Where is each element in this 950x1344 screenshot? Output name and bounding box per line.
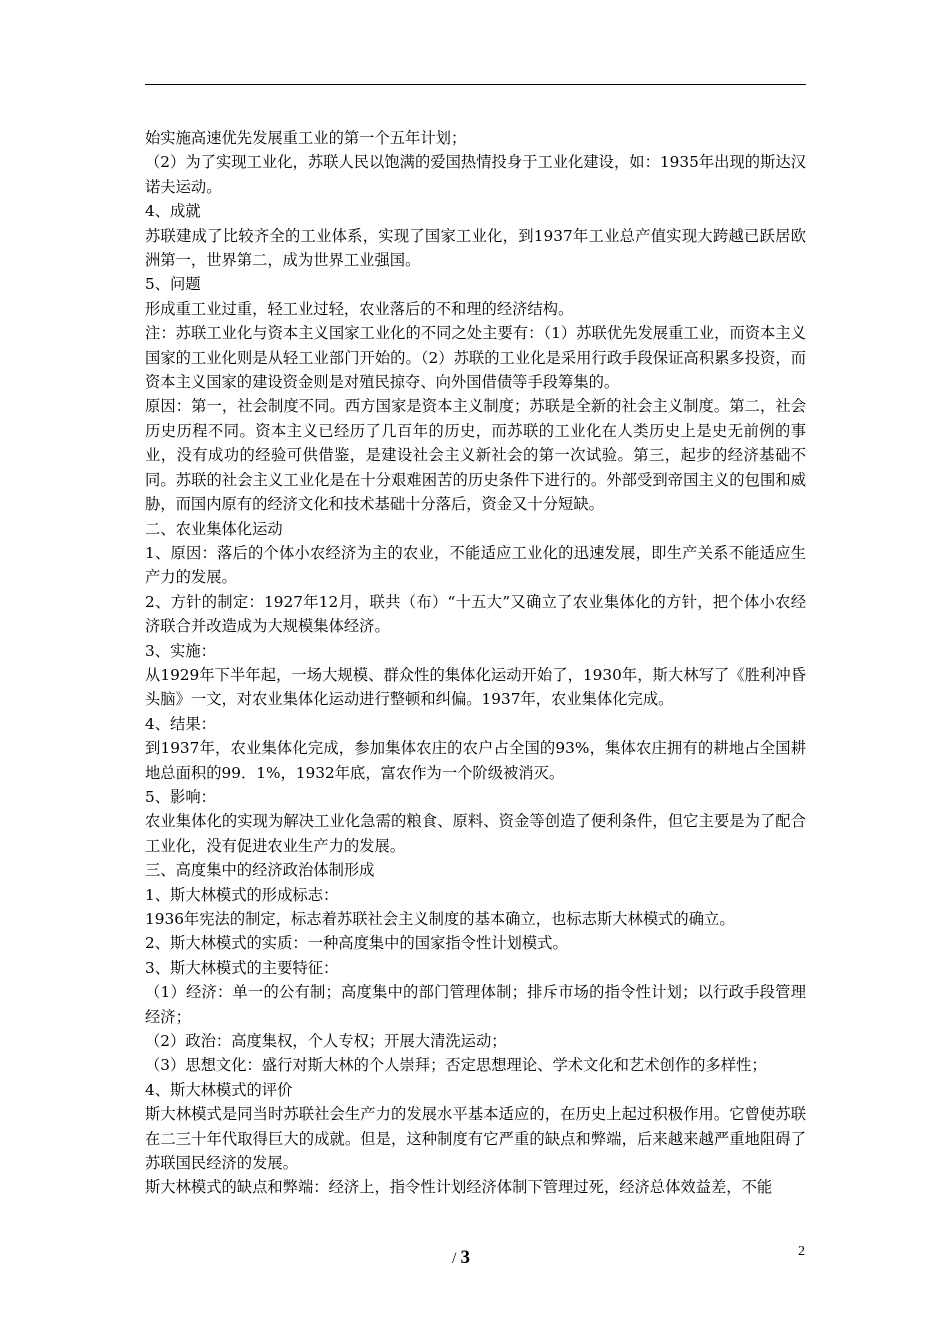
- paragraph: 始实施高速优先发展重工业的第一个五年计划；: [145, 129, 467, 147]
- paragraph: 斯大林模式是同当时苏联社会生产力的发展水平基本适应的，在历史上起过积极作用。它曾使苏联在二三十年代取得巨大的成就。但是，这种制度有它严重的缺点和弊端，后来越来越严重地阻碍了苏联国民经济的发展。: [145, 1105, 806, 1173]
- paragraph: 注：苏联工业化与资本主义国家工业化的不同之处主要有：（1）苏联优先发展重工业，而资本主义国家的工业化则是从轻工业部门开始的。（2）苏联的工业化是采用行政手段保证高积累多投资，而资本主义国家的建设资金则是对殖民掠夺、向外国借债等手段筹集的。: [145, 324, 806, 392]
- section-heading: 4、结果：: [145, 714, 216, 733]
- paragraph: 2、方针的制定：1927年12月，联共（布）“十五大”又确立了农业集体化的方针，把个体小农经济联合并改造成为大规模集体经济。: [145, 592, 806, 636]
- document-body: [145, 126, 806, 1200]
- total-pages: 3: [460, 1247, 470, 1268]
- paragraph: 从1929年下半年起，一场大规模、群众性的集体化运动开始了，1930年，斯大林写了《胜利冲昏头脑》一文，对农业集体化运动进行整顿和纠偏。1937年，农业集体化完成。: [145, 665, 806, 709]
- paragraph: （2）为了实现工业化，苏联人民以饱满的爱国热情投身于工业化建设，如：1935年出现的斯达汉诺夫运动。: [145, 153, 806, 196]
- paragraph: 2、斯大林模式的实质：一种高度集中的国家指令性计划模式。: [145, 934, 568, 953]
- paragraph: （1）经济：单一的公有制；高度集中的部门管理体制；排斥市场的指令性计划；以行政手段管理经济；: [145, 983, 806, 1026]
- page-slash: /: [452, 1250, 461, 1267]
- section-heading: 三、高度集中的经济政治体制形成: [145, 861, 375, 880]
- section-heading: 1、斯大林模式的形成标志：: [145, 885, 339, 904]
- section-heading: 5、问题: [145, 275, 201, 294]
- paragraph: 1、原因：落后的个体小农经济为主的农业，不能适应工业化的迅速发展，即生产关系不能适应生产力的发展。: [145, 543, 806, 587]
- section-heading: 3、实施：: [145, 641, 216, 660]
- paragraph: 1936年宪法的制定，标志着苏联社会主义制度的基本确立，也标志斯大林模式的确立。: [145, 910, 735, 928]
- section-heading: 4、斯大林模式的评价: [145, 1080, 293, 1099]
- paragraph: 到1937年，农业集体化完成，参加集体农庄的农户占全国的93%，集体农庄拥有的耕地占全国耕地总面积的99．1%，1932年底，富农作为一个阶级被消灭。: [145, 739, 806, 782]
- paragraph: （3）思想文化：盛行对斯大林的个人崇拜；否定思想理论、学术文化和艺术创作的多样性；: [145, 1056, 767, 1075]
- paragraph: （2）政治：高度集权，个人专权；开展大清洗运动；: [145, 1032, 507, 1051]
- paragraph: 原因：第一，社会制度不同。西方国家是资本主义制度；苏联是全新的社会主义制度。第二，社会历史历程不同。资本主义已经历了几百年的历史，而苏联的工业化在人类历史上是史无前例的事业，没有成功的经验可供借鉴，是建设社会主义新社会的第一次试验。第三，起步的经济基础不同。苏联的社会主义工业化是在十分艰难困苦的历史条件下进行的。外部受到帝国主义的包围和威胁，而国内原有的经济文化和技术基础十分落后，资金又十分短缺。: [145, 397, 806, 514]
- header-rule: [145, 84, 806, 85]
- page-number: 2: [798, 1244, 805, 1259]
- page-total: [452, 1247, 470, 1269]
- section-heading: 二、农业集体化运动: [145, 519, 283, 538]
- paragraph: 苏联建成了比较齐全的工业体系，实现了国家工业化，到1937年工业总产值实现大跨越已跃居欧洲第一，世界第二，成为世界工业强国。: [145, 226, 806, 270]
- section-heading: 5、影响：: [145, 787, 216, 806]
- paragraph: 形成重工业过重，轻工业过轻，农业落后的不和理的经济结构。: [145, 299, 574, 318]
- section-heading: 4、成就: [145, 202, 201, 221]
- paragraph: 农业集体化的实现为解决工业化急需的粮食、原料、资金等创造了便利条件，但它主要是为了配合工业化，没有促进农业生产力的发展。: [145, 812, 806, 855]
- paragraph: 斯大林模式的缺点和弊端：经济上，指令性计划经济体制下管理过死，经济总体效益差，不能: [145, 1178, 773, 1197]
- section-heading: 3、斯大林模式的主要特征：: [145, 958, 339, 977]
